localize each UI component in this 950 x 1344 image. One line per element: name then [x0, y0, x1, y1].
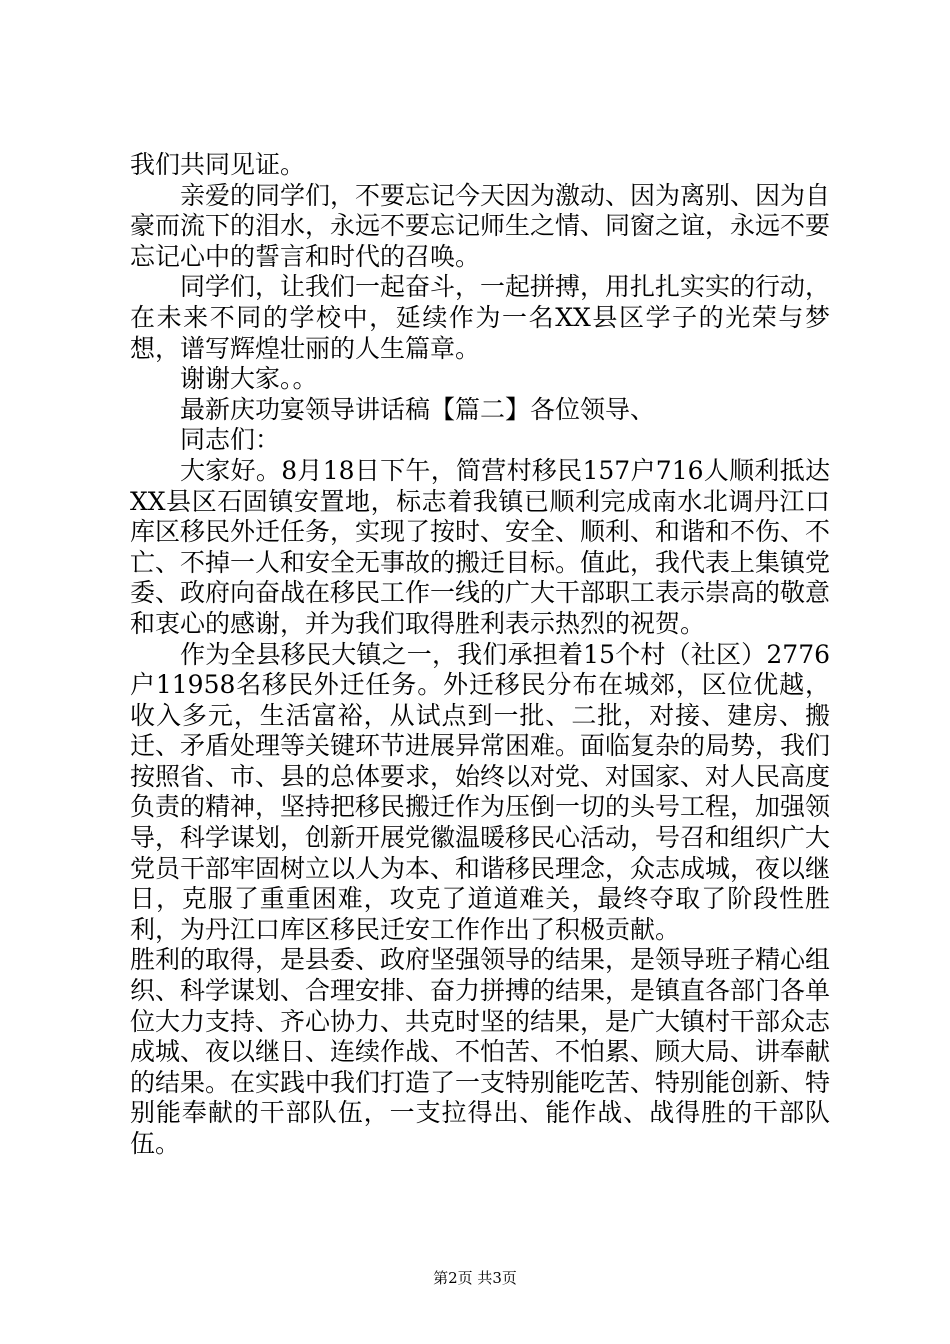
document-body [130, 150, 830, 1160]
paragraph: 大家好。8月18日下午，简营村移民157户716人顺利抵达XX县区石固镇安置地，标志着我镇已顺利完成南水北调丹江口库区移民外迁任务，实现了按时、安全、顺利、和谐和不伤、不亡、不掉一人和安全无事故的搬迁目标。值此，我代表上集镇党委、政府向奋战在移民工作一线的广大干部职工表示崇高的敬意和衷心的感谢，并为我们取得胜利表示热烈的祝贺。 [130, 455, 831, 638]
paragraph: 胜利的取得，是县委、政府坚强领导的结果，是领导班子精心组织、科学谋划、合理安排、奋力拼搏的结果，是镇直各部门各单位大力支持、齐心协力、共克时坚的结果，是广大镇村干部众志成城、夜以继日、连续作战、不怕苦、不怕累、顾大局、讲奉献的结果。在实践中我们打造了一支特别能吃苦、特别能创新、特别能奉献的干部队伍，一支拉得出、能作战、战得胜的干部队伍。 [130, 945, 831, 1158]
paragraph: 我们共同见证。 [130, 150, 306, 179]
page-number-footer: 第2页 共3页 [433, 1269, 517, 1287]
paragraph: 作为全县移民大镇之一，我们承担着15个村（社区）2776户11958名移民外迁任务。外迁移民分布在城郊，区位优越，收入多元，生活富裕，从试点到一批、二批，对接、建房、搬迁、矛盾处理等关键环节进展异常困难。面临复杂的局势，我们按照省、市、县的总体要求，始终以对党、对国家、对人民高度负责的精神，坚持把移民搬迁作为压倒一切的头号工程，加强领导，科学谋划，创新开展党徽温暖移民心活动，号召和组织广大党员干部牢固树立以人为本、和谐移民理念，众志成城，夜以继日，克服了重重困难，攻克了道道难关，最终夺取了阶段性胜利，为丹江口库区移民迁安工作作出了积极贡献。 [130, 639, 831, 944]
paragraph: 谢谢大家。。 [180, 364, 318, 394]
paragraph: 同学们，让我们一起奋斗，一起拼搏，用扎扎实实的行动，在未来不同的学校中，延续作为一名XX县区学子的光荣与梦想，谱写辉煌壮丽的人生篇章。 [130, 272, 831, 363]
paragraph: 亲爱的同学们，不要忘记今天因为激动、因为离别、因为自豪而流下的泪水，永远不要忘记师生之情、同窗之谊，永远不要忘记心中的誓言和时代的召唤。 [130, 180, 831, 271]
section-heading: 最新庆功宴领导讲话稿【篇二】各位领导、 [180, 394, 656, 424]
salutation: 同志们： [180, 425, 281, 455]
